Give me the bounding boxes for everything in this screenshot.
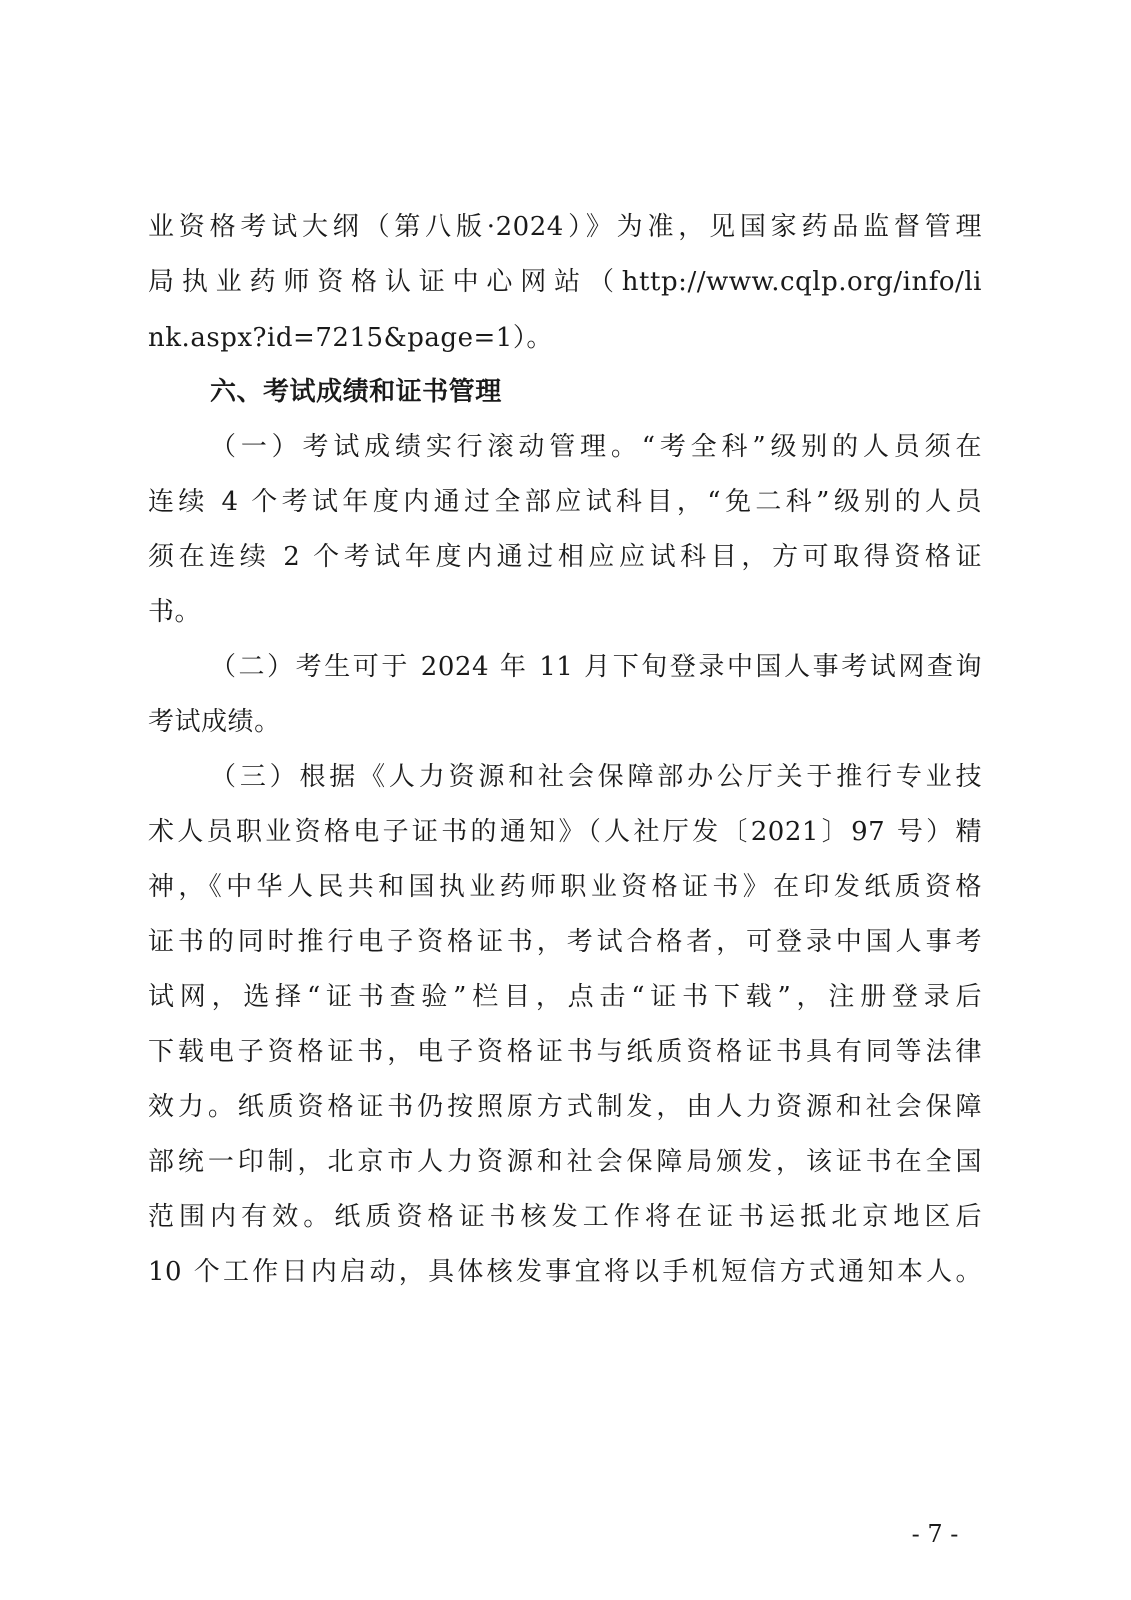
section-heading: 六、考试成绩和证书管理 bbox=[210, 377, 502, 407]
paragraph-line: 须在连续 2 个考试年度内通过相应应试科目，方可取得资格证 bbox=[148, 542, 982, 572]
paragraph-line: 下载电子资格证书，电子资格证书与纸质资格证书具有同等法律 bbox=[148, 1037, 982, 1067]
paragraph-line: （二）考生可于 2024 年 11 月下旬登录中国人事考试网查询 bbox=[210, 652, 982, 682]
paragraph-line: 神，《中华人民共和国执业药师职业资格证书》在印发纸质资格 bbox=[148, 872, 982, 902]
text-line: 业资格考试大纲（第八版·2024）》为准，见国家药品监督管理 bbox=[148, 212, 982, 242]
paragraph-line: 试网，选择“证书查验”栏目，点击“证书下载”，注册登录后 bbox=[148, 982, 982, 1012]
paragraph-line: 考试成绩。 bbox=[148, 707, 281, 737]
paragraph-line: 证书的同时推行电子资格证书，考试合格者，可登录中国人事考 bbox=[148, 927, 982, 957]
text-line: nk.aspx?id=7215&page=1）。 bbox=[148, 323, 553, 353]
paragraph-line: （一）考试成绩实行滚动管理。“考全科”级别的人员须在 bbox=[210, 432, 982, 462]
paragraph-line: 连续 4 个考试年度内通过全部应试科目，“免二科”级别的人员 bbox=[148, 487, 982, 517]
paragraph-line: 书。 bbox=[148, 597, 202, 627]
paragraph-line: 术人员职业资格电子证书的通知》（人社厅发〔2021〕97 号）精 bbox=[148, 817, 982, 847]
paragraph-line: 范围内有效。纸质资格证书核发工作将在证书运抵北京地区后 bbox=[148, 1202, 982, 1232]
page-number: - 7 - bbox=[911, 1520, 959, 1548]
text-line: 局执业药师资格认证中心网站（http://www.cqlp.org/info/li bbox=[148, 267, 982, 297]
paragraph-line: 部统一印制，北京市人力资源和社会保障局颁发，该证书在全国 bbox=[148, 1147, 982, 1177]
paragraph-line: （三）根据《人力资源和社会保障部办公厅关于推行专业技 bbox=[210, 762, 982, 792]
paragraph-line: 10 个工作日内启动，具体核发事宜将以手机短信方式通知本人。 bbox=[148, 1257, 982, 1287]
paragraph-line: 效力。纸质资格证书仍按照原方式制发，由人力资源和社会保障 bbox=[148, 1092, 982, 1122]
